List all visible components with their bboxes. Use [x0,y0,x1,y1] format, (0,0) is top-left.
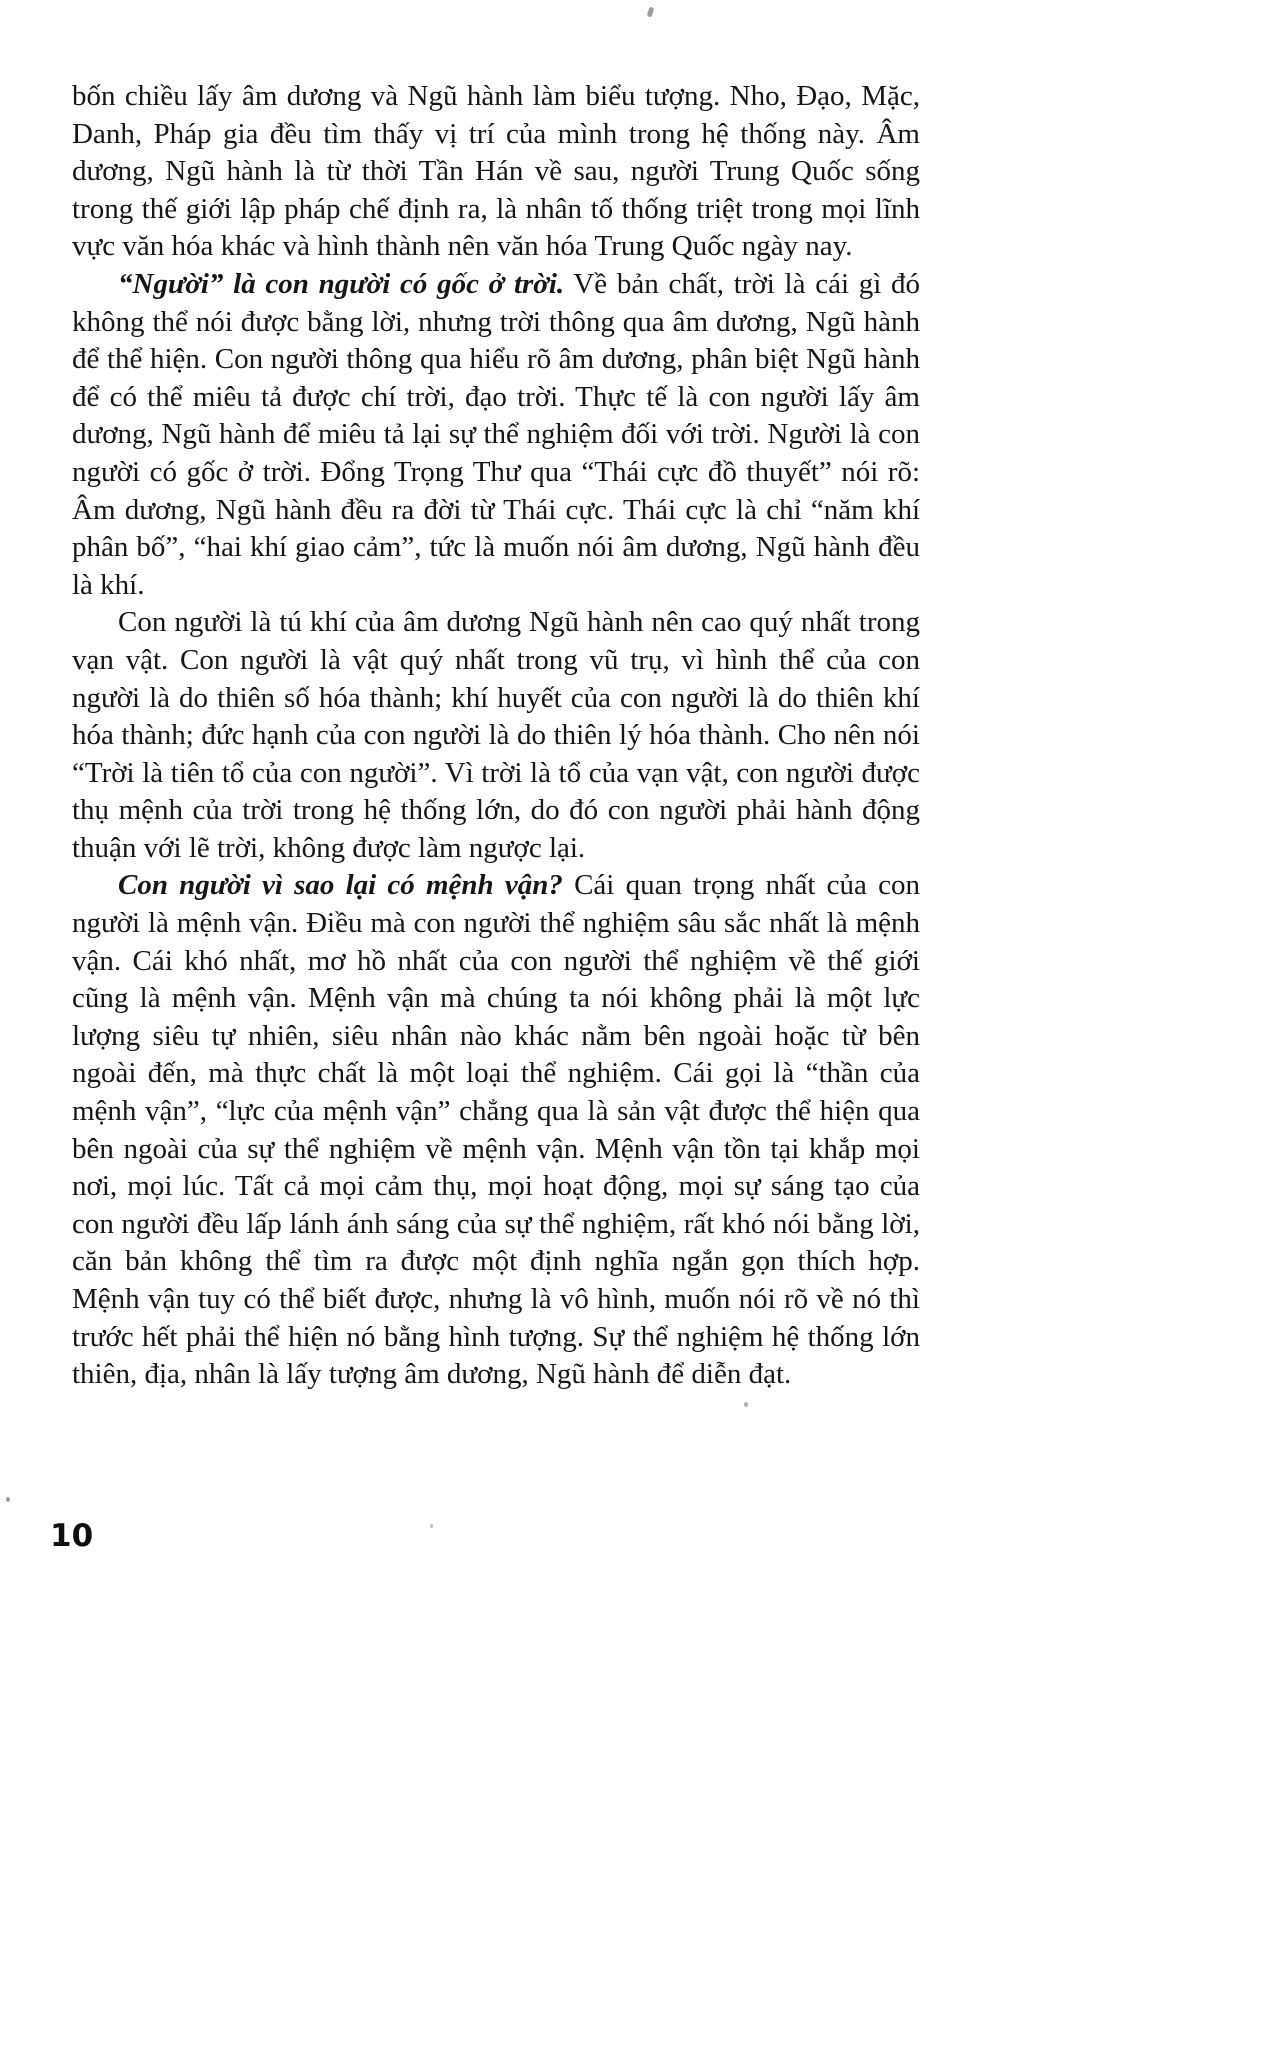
paragraph [72,604,920,867]
scan-speck [647,6,655,17]
body-text: Cái quan trọng nhất của con người là mệnh vận. Điều mà con người thể nghiệm sâu sắc nhất là mệnh vận. Cái khó nhất, mơ hồ nhất của con người thể nghiệm về thế giới cũng là mệnh vận. Mệnh vận mà chúng ta nói không phải là một lực lượng siêu tự nhiên, siêu nhân nào khác nằm bên ngoài hoặc từ bên ngoài đến, mà thực chất là một loại thể nghiệm. Cái gọi là “thần của mệnh vận”, “lực của mệnh vận” chẳng qua là sản vật được thể hiện qua bên ngoài của sự thể nghiệm về mệnh vận. Mệnh vận tồn tại khắp mọi nơi, mọi lúc. Tất cả mọi cảm thụ, mọi hoạt động, mọi sự sáng tạo của con người đều lấp lánh ánh sáng của sự thể nghiệm, rất khó nói bằng lời, căn bản không thể tìm ra được một định nghĩa ngắn gọn thích hợp. Mệnh vận tuy có thể biết được, nhưng là vô hình, muốn nói rõ về nó thì trước hết phải thể hiện nó bằng hình tượng. Sự thể nghiệm hệ thống lớn thiên, địa, nhân là lấy tượng âm dương, Ngũ hành để diễn đạt. [72,869,920,1391]
paragraph [72,266,920,604]
page-text [72,78,920,1394]
paragraph [72,78,920,266]
body-text: Về bản chất, trời là cái gì đó không thể nói được bằng lời, nhưng trời thông qua âm dương, Ngũ hành để thể hiện. Con người thông qua hiểu rõ âm dương, phân biệt Ngũ hành để có thể miêu tả được chí trời, đạo trời. Thực tế là con người lấy âm dương, Ngũ hành để miêu tả lại sự thể nghiệm đối với trời. Người là con người có gốc ở trời. Đổng Trọng Thư qua “Thái cực đồ thuyết” nói rõ: Âm dương, Ngũ hành đều ra đời từ Thái cực. Thái cực là chỉ “năm khí phân bố”, “hai khí giao cảm”, tức là muốn nói âm dương, Ngũ hành đều là khí. [72,267,920,601]
emphasized-text: “Người” là con người có gốc ở trời. [118,267,565,300]
body-text: Con người là tú khí của âm dương Ngũ hành nên cao quý nhất trong vạn vật. Con người là vật quý nhất trong vũ trụ, vì hình thể của con người là do thiên số hóa thành; khí huyết của con người là do thiên khí hóa thành; đức hạnh của con người là do thiên lý hóa thành. Cho nên nói “Trời là tiên tổ của con người”. Vì trời là tổ của vạn vật, con người được thụ mệnh của trời trong hệ thống lớn, do đó con người phải hành động thuận với lẽ trời, không được làm ngược lại. [72,606,920,864]
scan-speck [744,1402,748,1407]
page-number: 10 [50,1518,94,1554]
emphasized-text: Con người vì sao lại có mệnh vận? [118,869,563,902]
body-text: bốn chiều lấy âm dương và Ngũ hành làm biểu tượng. Nho, Đạo, Mặc, Danh, Pháp gia đều tìm thấy vị trí của mình trong hệ thống này. Âm dương, Ngũ hành là từ thời Tần Hán về sau, người Trung Quốc sống trong thế giới lập pháp chế định ra, là nhân tố thống triệt trong mọi lĩnh vực văn hóa khác và hình thành nên văn hóa Trung Quốc ngày nay. [72,80,920,263]
scan-speck [6,1497,10,1502]
scan-speck [430,1524,433,1528]
paragraph [72,867,920,1393]
